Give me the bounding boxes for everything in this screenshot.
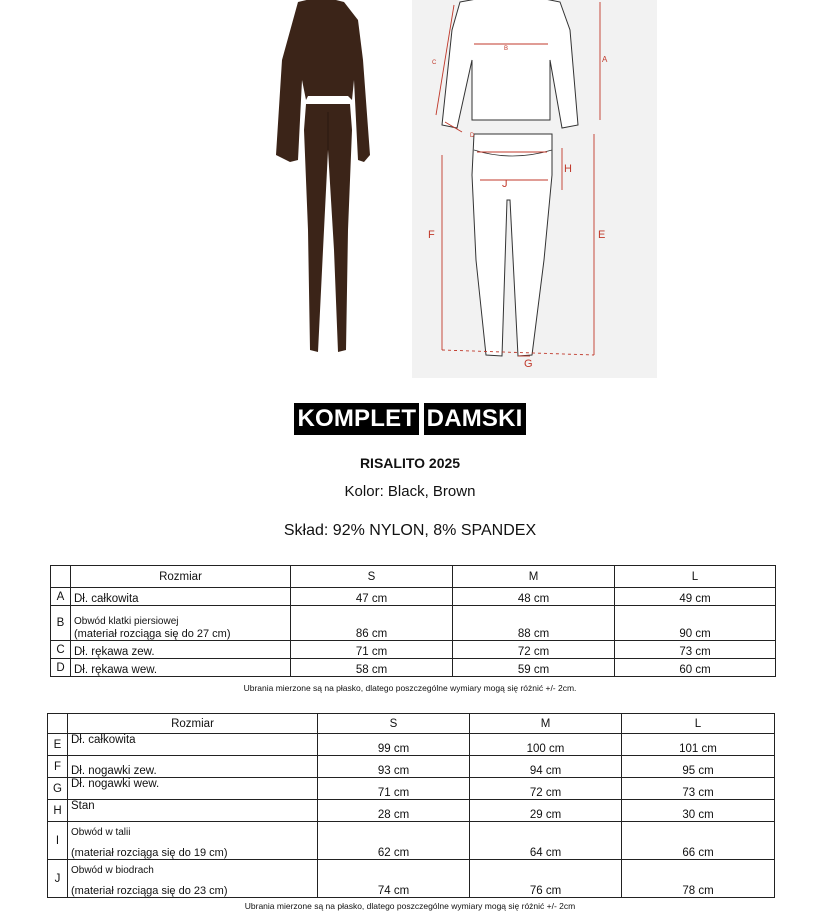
svg-text:G: G	[524, 358, 533, 370]
technical-drawing	[412, 0, 657, 378]
svg-text:F: F	[428, 229, 435, 241]
size-s-header: S	[291, 566, 453, 588]
table-row: G Dł. nogawki wew. 71 cm 72 cm 73 cm	[48, 778, 775, 800]
size-s-header: S	[318, 714, 470, 734]
title-word: KOMPLET	[294, 403, 419, 435]
top-size-table	[50, 565, 776, 677]
svg-text:C: C	[432, 60, 437, 66]
size-header: Rozmiar	[71, 566, 291, 588]
product-photo	[268, 0, 408, 360]
drawing-letter-a: A	[602, 55, 608, 64]
table-row: B Obwód klatki piersiowej (materiał rozciąga się do 27 cm) 86 cm 88 cm 90 cm	[51, 606, 776, 641]
table-row: I Obwód w talii (materiał rozciąga się do 19 cm) 62 cm 64 cm 66 cm	[48, 822, 775, 860]
table-row: A Dł. całkowita 47 cm 48 cm 49 cm	[51, 588, 776, 606]
svg-text:H: H	[564, 163, 572, 175]
table-row: F Dł. nogawki zew. 93 cm 94 cm 95 cm	[48, 756, 775, 778]
table-row: D Dł. rękawa wew. 58 cm 59 cm 60 cm	[51, 659, 776, 677]
table-corner	[48, 714, 68, 734]
table-corner	[51, 566, 71, 588]
size-l-header: L	[615, 566, 776, 588]
composition-line: Skład: 92% NYLON, 8% SPANDEX	[283, 522, 537, 539]
page-title	[0, 403, 820, 435]
svg-text:D: D	[470, 133, 475, 139]
table-row: J Obwód w biodrach (materiał rozciąga się do 23 cm) 74 cm 76 cm 78 cm	[48, 860, 775, 898]
color-line: Kolor: Black, Brown	[344, 483, 476, 500]
svg-text:E: E	[598, 229, 606, 241]
svg-text:J: J	[502, 178, 508, 190]
size-m-header: M	[453, 566, 615, 588]
title-word: DAMSKI	[424, 403, 526, 435]
measurement-note: Ubrania mierzone są na płasko, dlatego poszczególne wymiary mogą się różnić +/- 2cm	[244, 901, 576, 911]
svg-text:B: B	[504, 46, 509, 52]
table-row: E Dł. całkowita 99 cm 100 cm 101 cm	[48, 734, 775, 756]
measurement-note: Ubrania mierzone są na płasko, dlatego poszczególne wymiary mogą się różnić +/- 2cm.	[243, 683, 577, 693]
bottom-size-table	[47, 713, 775, 898]
size-l-header: L	[622, 714, 775, 734]
product-name: RISALITO 2025	[359, 455, 461, 471]
size-m-header: M	[470, 714, 622, 734]
table-row: C Dł. rękawa zew. 71 cm 72 cm 73 cm	[51, 641, 776, 659]
size-header: Rozmiar	[68, 714, 318, 734]
table-row: H Stan 28 cm 29 cm 30 cm	[48, 800, 775, 822]
